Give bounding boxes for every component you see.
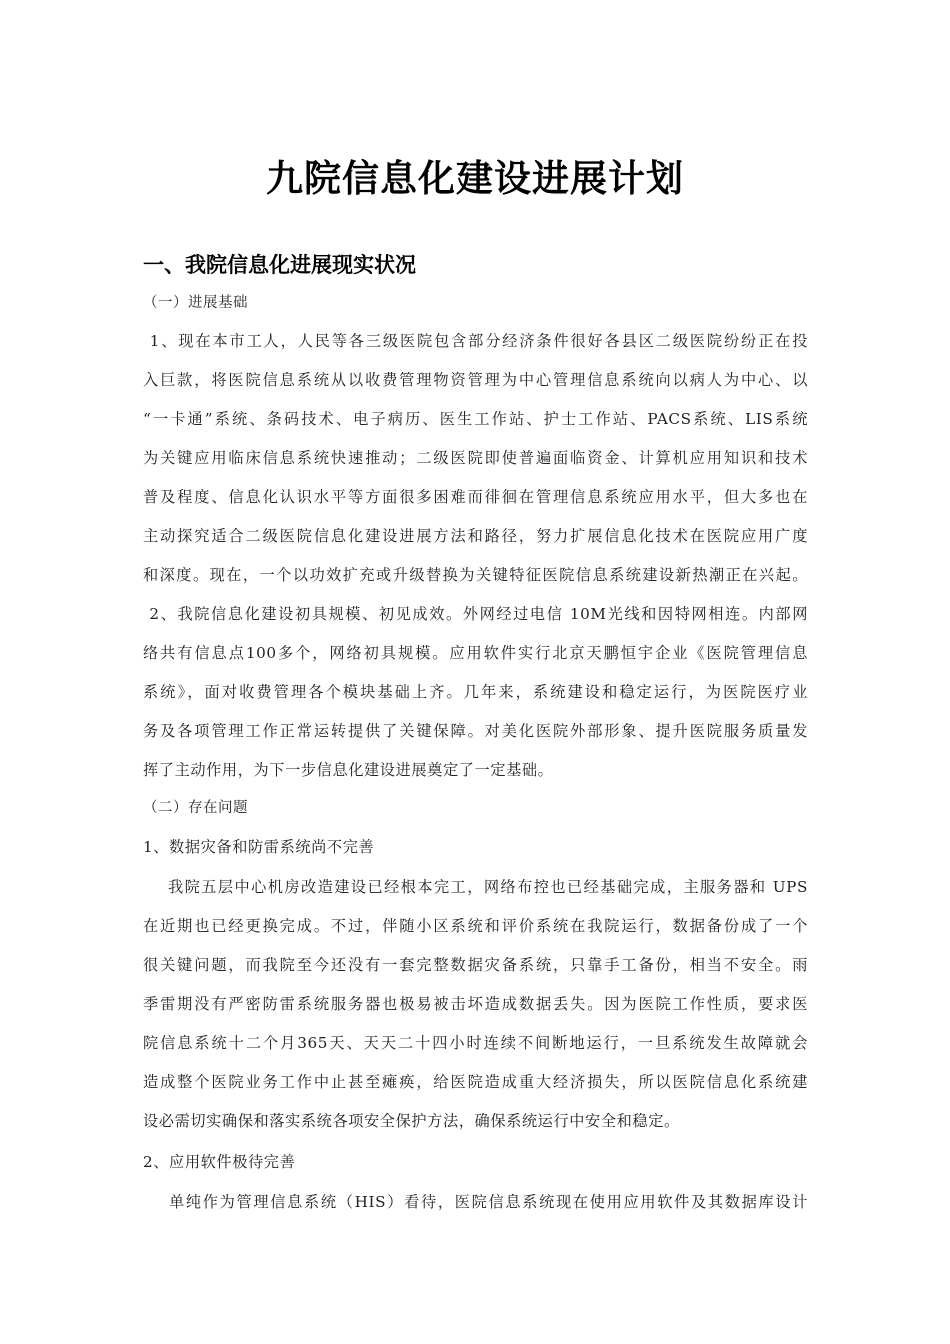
paragraph-3-line: 在近期也已经更换完成。不过，伴随小区系统和评价系统在我院运行，数据备份成了一个	[143, 917, 808, 935]
paragraph-3-line: 很关键问题，而我院至今还没有一套完整数据灾备系统，只靠手工备份，相当不安全。雨	[143, 956, 808, 974]
paragraph-2-line: 络共有信息点100多个，网络初具规模。应用软件实行北京天鹏恒宇企业《医院管理信息	[143, 644, 808, 662]
paragraph-2-line: 挥了主动作用，为下一步信息化建设进展奠定了一定基础。	[143, 761, 554, 779]
paragraph-1-line: “一卡通”系统、条码技术、电子病历、医生工作站、护士工作站、PACS系统、LIS系统	[143, 410, 808, 428]
subsection-heading-1: （一）进展基础	[143, 295, 248, 311]
paragraph-1-line: 主动探究适合二级医院信息化建设进展方法和路径，努力扩展信息化技术在医院应用广度	[143, 527, 808, 545]
paragraph-4-line: 单纯作为管理信息系统（HIS）看待，医院信息系统现在使用应用软件及其数据库设计	[143, 1193, 808, 1211]
paragraph-3-line: 我院五层中心机房改造建设已经根本完工，网络布控也已经基础完成，主服务器和 UPS	[143, 878, 808, 896]
paragraph-3-line: 造成整个医院业务工作中止甚至瘫痪，给医院造成重大经济损失，所以医院信息化系统建	[143, 1073, 808, 1091]
paragraph-3-line: 季雷期没有严密防雷系统服务器也极易被击坏造成数据丢失。因为医院工作性质，要求医	[143, 995, 808, 1013]
paragraph-3-line: 设必需切实确保和落实系统各项安全保护方法，确保系统运行中安全和稳定。	[143, 1112, 680, 1130]
document-title: 九院信息化建设进展计划	[266, 156, 684, 200]
issue-heading-2: 2、应用软件极待完善	[143, 1153, 296, 1171]
paragraph-1-line: 和深度。现在，一个以功效扩充或升级替换为关键特征医院信息系统建设新热潮正在兴起。	[143, 566, 808, 584]
issue-heading-1: 1、数据灾备和防雷系统尚不完善	[143, 838, 375, 856]
paragraph-3-line: 院信息系统十二个月365天、天天二十四小时连续不间断地运行，一旦系统发生故障就会	[143, 1034, 808, 1052]
subsection-heading-2: （二）存在问题	[143, 800, 248, 816]
paragraph-1-line: 为关键应用临床信息系统快速推动；二级医院即使普遍面临资金、计算机应用知识和技术	[143, 449, 808, 467]
paragraph-1-line: 1、现在本市工人，人民等各三级医院包含部分经济条件很好各县区二级医院纷纷正在投	[143, 332, 808, 350]
paragraph-2-line: 系统》，面对收费管理各个模块基础上齐。几年来，系统建设和稳定运行，为医院医疗业	[143, 683, 808, 701]
section-heading-1: 一、我院信息化进展现实状况	[143, 252, 416, 277]
paragraph-1-line: 普及程度、信息化认识水平等方面很多困难而徘徊在管理信息系统应用水平，但大多也在	[143, 488, 808, 506]
paragraph-2-line: 务及各项管理工作正常运转提供了关键保障。对美化医院外部形象、提升医院服务质量发	[143, 722, 808, 740]
paragraph-2-line: 2、我院信息化建设初具规模、初见成效。外网经过电信 10M光线和因特网相连。内部网	[143, 605, 808, 623]
paragraph-1-line: 入巨款，将医院信息系统从以收费管理物资管理为中心管理信息系统向以病人为中心、以	[143, 371, 808, 389]
